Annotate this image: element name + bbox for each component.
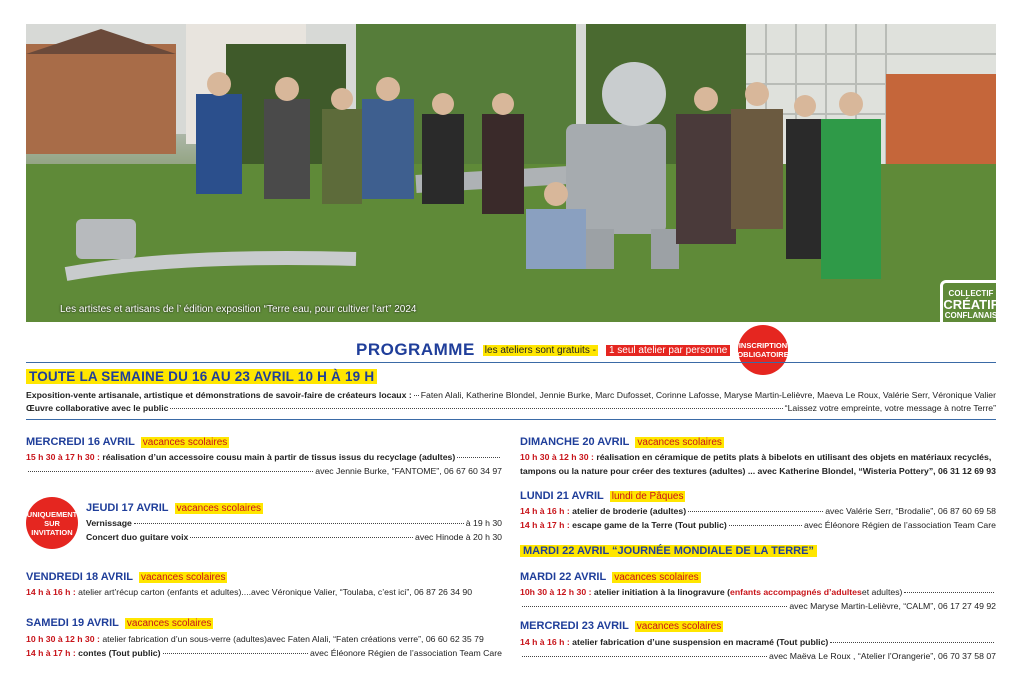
day-jeu17	[86, 502, 263, 514]
day-tag: vacances scolaires	[614, 571, 699, 583]
contact: avec Valérie Serr, “Brodalie”, 06 87 60 69 58	[825, 506, 996, 516]
photo-caption: Les artistes et artisans de l’ édition exposition “Terre eau, pour cultiver l’art” 2024	[60, 304, 417, 315]
photo-illustration	[26, 24, 996, 322]
inscription-badge: INSCRIPTION OBLIGATOIRE	[738, 325, 788, 375]
dim20-line2	[520, 466, 996, 476]
day-label: MERCREDI 16 AVRIL	[26, 436, 135, 448]
sam19-line2	[26, 648, 502, 658]
collectif-logo	[940, 280, 1002, 338]
time: 10h 30 à 12 h 30 :	[520, 587, 592, 597]
day-tag: vacances scolaires	[636, 620, 722, 632]
jeu17-line2	[86, 532, 502, 542]
oeuvre-label: Œuvre collaborative avec le public	[26, 403, 169, 413]
divider	[26, 362, 996, 363]
lun21-line2	[520, 520, 996, 530]
week-heading: TOUTE LA SEMAINE DU 16 AU 23 AVRIL 10 H À 19 H	[26, 369, 377, 384]
contact: avec Jennie Burke, “FANTOME”, 06 67 60 34 97	[315, 466, 502, 476]
time: 14 h à 17 h :	[26, 648, 76, 658]
journee-mondiale-terre: MARDI 22 AVRIL “JOURNÉE MONDIALE DE LA TERRE”	[520, 545, 817, 557]
mer16-line1	[26, 452, 502, 462]
day-tag: vacances scolaires	[126, 617, 212, 629]
divider-2	[26, 419, 996, 420]
day-dim20	[520, 436, 724, 448]
day-label: SAMEDI 19 AVRIL	[26, 617, 119, 629]
time: 14 h à 17 h :	[520, 520, 570, 530]
programme-header	[356, 340, 730, 360]
desc: atelier fabrication d’un sous-verre (adultes)avec Faten Alali, “Faten créations verre”, 06 60 62 35 79	[102, 634, 484, 644]
item-time: à 19 h 30	[465, 518, 502, 528]
day-sam19	[26, 617, 213, 629]
day-tag: vacances scolaires	[140, 571, 226, 583]
time: 15 h 30 à 17 h 30 :	[26, 452, 100, 462]
day-label: VENDREDI 18 AVRIL	[26, 571, 133, 583]
mer23-line2	[520, 651, 996, 661]
mer16-line2	[26, 466, 502, 476]
day-label: DIMANCHE 20 AVRIL	[520, 436, 630, 448]
desc: atelier initiation à la linogravure (	[593, 587, 731, 597]
day-lun21	[520, 490, 685, 502]
dim20-line1	[520, 452, 996, 462]
invitation-badge: UNIQUEMENT SUR INVITATION	[26, 497, 78, 549]
item-time: avec Hinode à 20 h 30	[415, 532, 502, 542]
mar22-line1	[520, 587, 996, 597]
oeuvre-line	[26, 403, 996, 413]
desc: escape game de la Terre (Tout public)	[572, 520, 727, 530]
contact: avec Éléonore Régien de l’association Team Care	[803, 520, 996, 530]
mer23-line1	[520, 637, 996, 647]
day-tag: vacances scolaires	[637, 436, 722, 448]
ven18-line1	[26, 587, 502, 597]
day-mer16	[26, 436, 229, 448]
group-photo	[26, 24, 1007, 322]
desc: réalisation en céramique de petits plats à bibelots en utilisant des objets en matériaux recyclés,	[596, 452, 992, 462]
item: Concert duo guitare voix	[86, 532, 189, 542]
day-tag: vacances scolaires	[142, 436, 228, 448]
desc: atelier de broderie (adultes)	[572, 506, 687, 516]
logo-line1: COLLECTIF	[948, 289, 994, 298]
day-label: LUNDI 21 AVRIL	[520, 490, 604, 502]
day-mer23	[520, 620, 723, 632]
day-mar22	[520, 571, 701, 583]
desc-end: et adultes)	[861, 587, 903, 597]
logo-line3: CONFLANAIS	[944, 311, 998, 320]
expo-names: Faten Alali, Katherine Blondel, Jennie Burke, Marc Dufosset, Corinne Lafosse, Maryse Martin-Lelièvre, Maeva Le Roux, Valérie Serr, Véronique Valier	[420, 390, 996, 400]
logo-line2: CRÉATIF	[943, 297, 999, 312]
desc: atelier fabrication d’une suspension en macramé (Tout public)	[572, 637, 829, 647]
free-note: les ateliers sont gratuits -	[484, 344, 596, 356]
desc2: tampons ou la nature pour créer des textures (adultes) ... avec Katherine Blondel, “Wisteria Pottery”, 06 31 12 69 93	[520, 466, 996, 476]
one-workshop-note: 1 seul atelier par personne	[606, 345, 730, 356]
desc: contes (Tout public)	[78, 648, 161, 658]
expo-line	[26, 390, 996, 400]
desc-highlight: enfants accompagnés d’adultes	[730, 587, 862, 597]
programme-title: PROGRAMME	[356, 340, 475, 359]
lun21-line1	[520, 506, 996, 516]
time: 10 h 30 à 12 h 30 :	[520, 452, 594, 462]
item: Vernissage	[86, 518, 132, 528]
time: 14 h à 16 h :	[520, 506, 570, 516]
contact: avec Maëva Le Roux , “Atelier l’Orangerie”, 06 70 37 58 07	[769, 651, 996, 661]
time: 10 h 30 à 12 h 30 :	[26, 634, 100, 644]
photo-credit: © Ville de Conflans-Sainte-Honorine	[1000, 194, 1007, 307]
mar22-line2	[520, 601, 996, 611]
day-label: MERCREDI 23 AVRIL	[520, 620, 629, 632]
time: 14 h à 16 h :	[26, 587, 76, 597]
sam19-line1	[26, 634, 502, 644]
day-tag: lundi de Pâques	[611, 490, 684, 502]
day-ven18	[26, 571, 227, 583]
day-label: JEUDI 17 AVRIL	[86, 502, 169, 514]
day-label: MARDI 22 AVRIL	[520, 571, 607, 583]
contact: avec Éléonore Régien de l’association Team Care	[309, 648, 502, 658]
time: 14 h à 16 h :	[520, 637, 570, 647]
desc: réalisation d’un accessoire cousu main à partir de tissus issus du recyclage (adultes)	[102, 452, 456, 462]
day-tag: vacances scolaires	[176, 502, 262, 514]
jeu17-line1	[86, 518, 502, 528]
expo-label: Exposition-vente artisanale, artistique et démonstrations de savoir-faire de créateurs locaux :	[26, 390, 412, 400]
desc: atelier art’récup carton (enfants et adultes)....avec Véronique Valier, “Toulaba, c’est ici”, 06 87 26 34 90	[78, 587, 473, 597]
oeuvre-value: “Laissez votre empreinte, votre message à notre Terre”	[784, 403, 996, 413]
contact: avec Maryse Martin-Lelièvre, “CALM”, 06 17 27 49 92	[789, 601, 996, 611]
